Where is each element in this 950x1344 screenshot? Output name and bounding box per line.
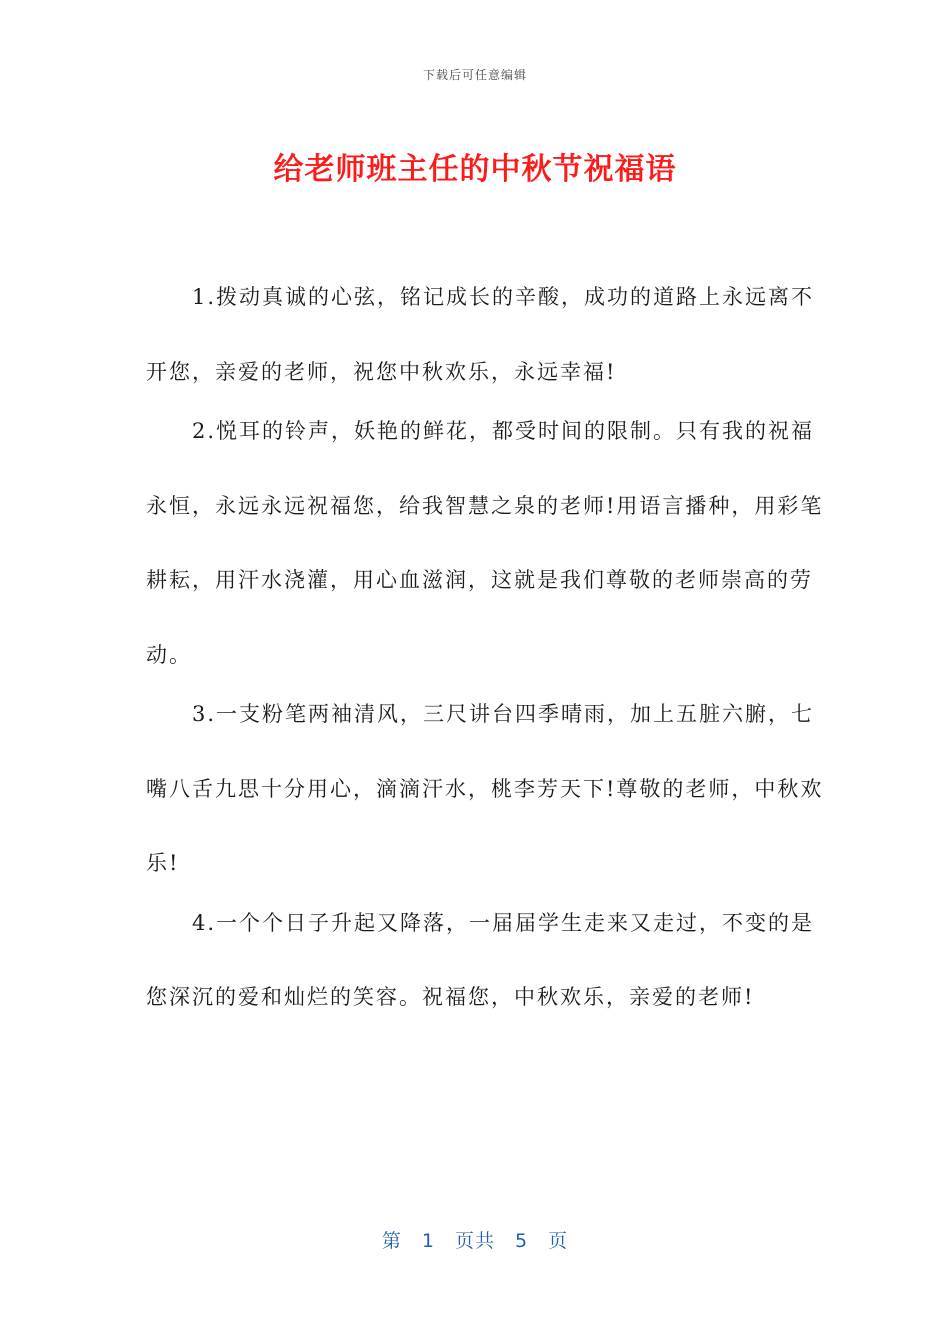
footer-current-page: 1 [421,1230,435,1252]
document-body [146,280,826,1035]
header-note: 下载后可任意编辑 [422,68,527,82]
footer-mid: 页共 [454,1230,495,1252]
footer-suffix: 页 [548,1230,569,1252]
footer-prefix: 第 [381,1230,402,1252]
paragraph-2: 2.悦耳的铃声，妖艳的鲜花，都受时间的限制。只有我的祝福永恒，永远永远祝福您，给我智慧之泉的老师!用语言播种，用彩笔耕耘，用汗水浇灌，用心血滋润，这就是我们尊敬的老师崇高的劳动。 [146,419,824,667]
paragraph-4: 4.一个个日子升起又降落，一届届学生走来又走过，不变的是您深沉的爱和灿烂的笑容。祝福您，中秋欢乐，亲爱的老师! [146,910,815,1009]
document-title: 给老师班主任的中秋节祝福语 [273,152,677,187]
paragraph-3: 3.一支粉笔两袖清风，三尺讲台四季晴雨，加上五脏六腑，七嘴八舌九思十分用心，滴滴汗水，桃李芳天下!尊敬的老师，中秋欢乐! [146,702,824,875]
page-footer [0,1226,950,1253]
paragraph-1: 1.拨动真诚的心弦，铭记成长的辛酸，成功的道路上永远离不开您，亲爱的老师，祝您中秋欢乐，永远幸福! [146,285,815,384]
footer-total-pages: 5 [515,1230,529,1252]
